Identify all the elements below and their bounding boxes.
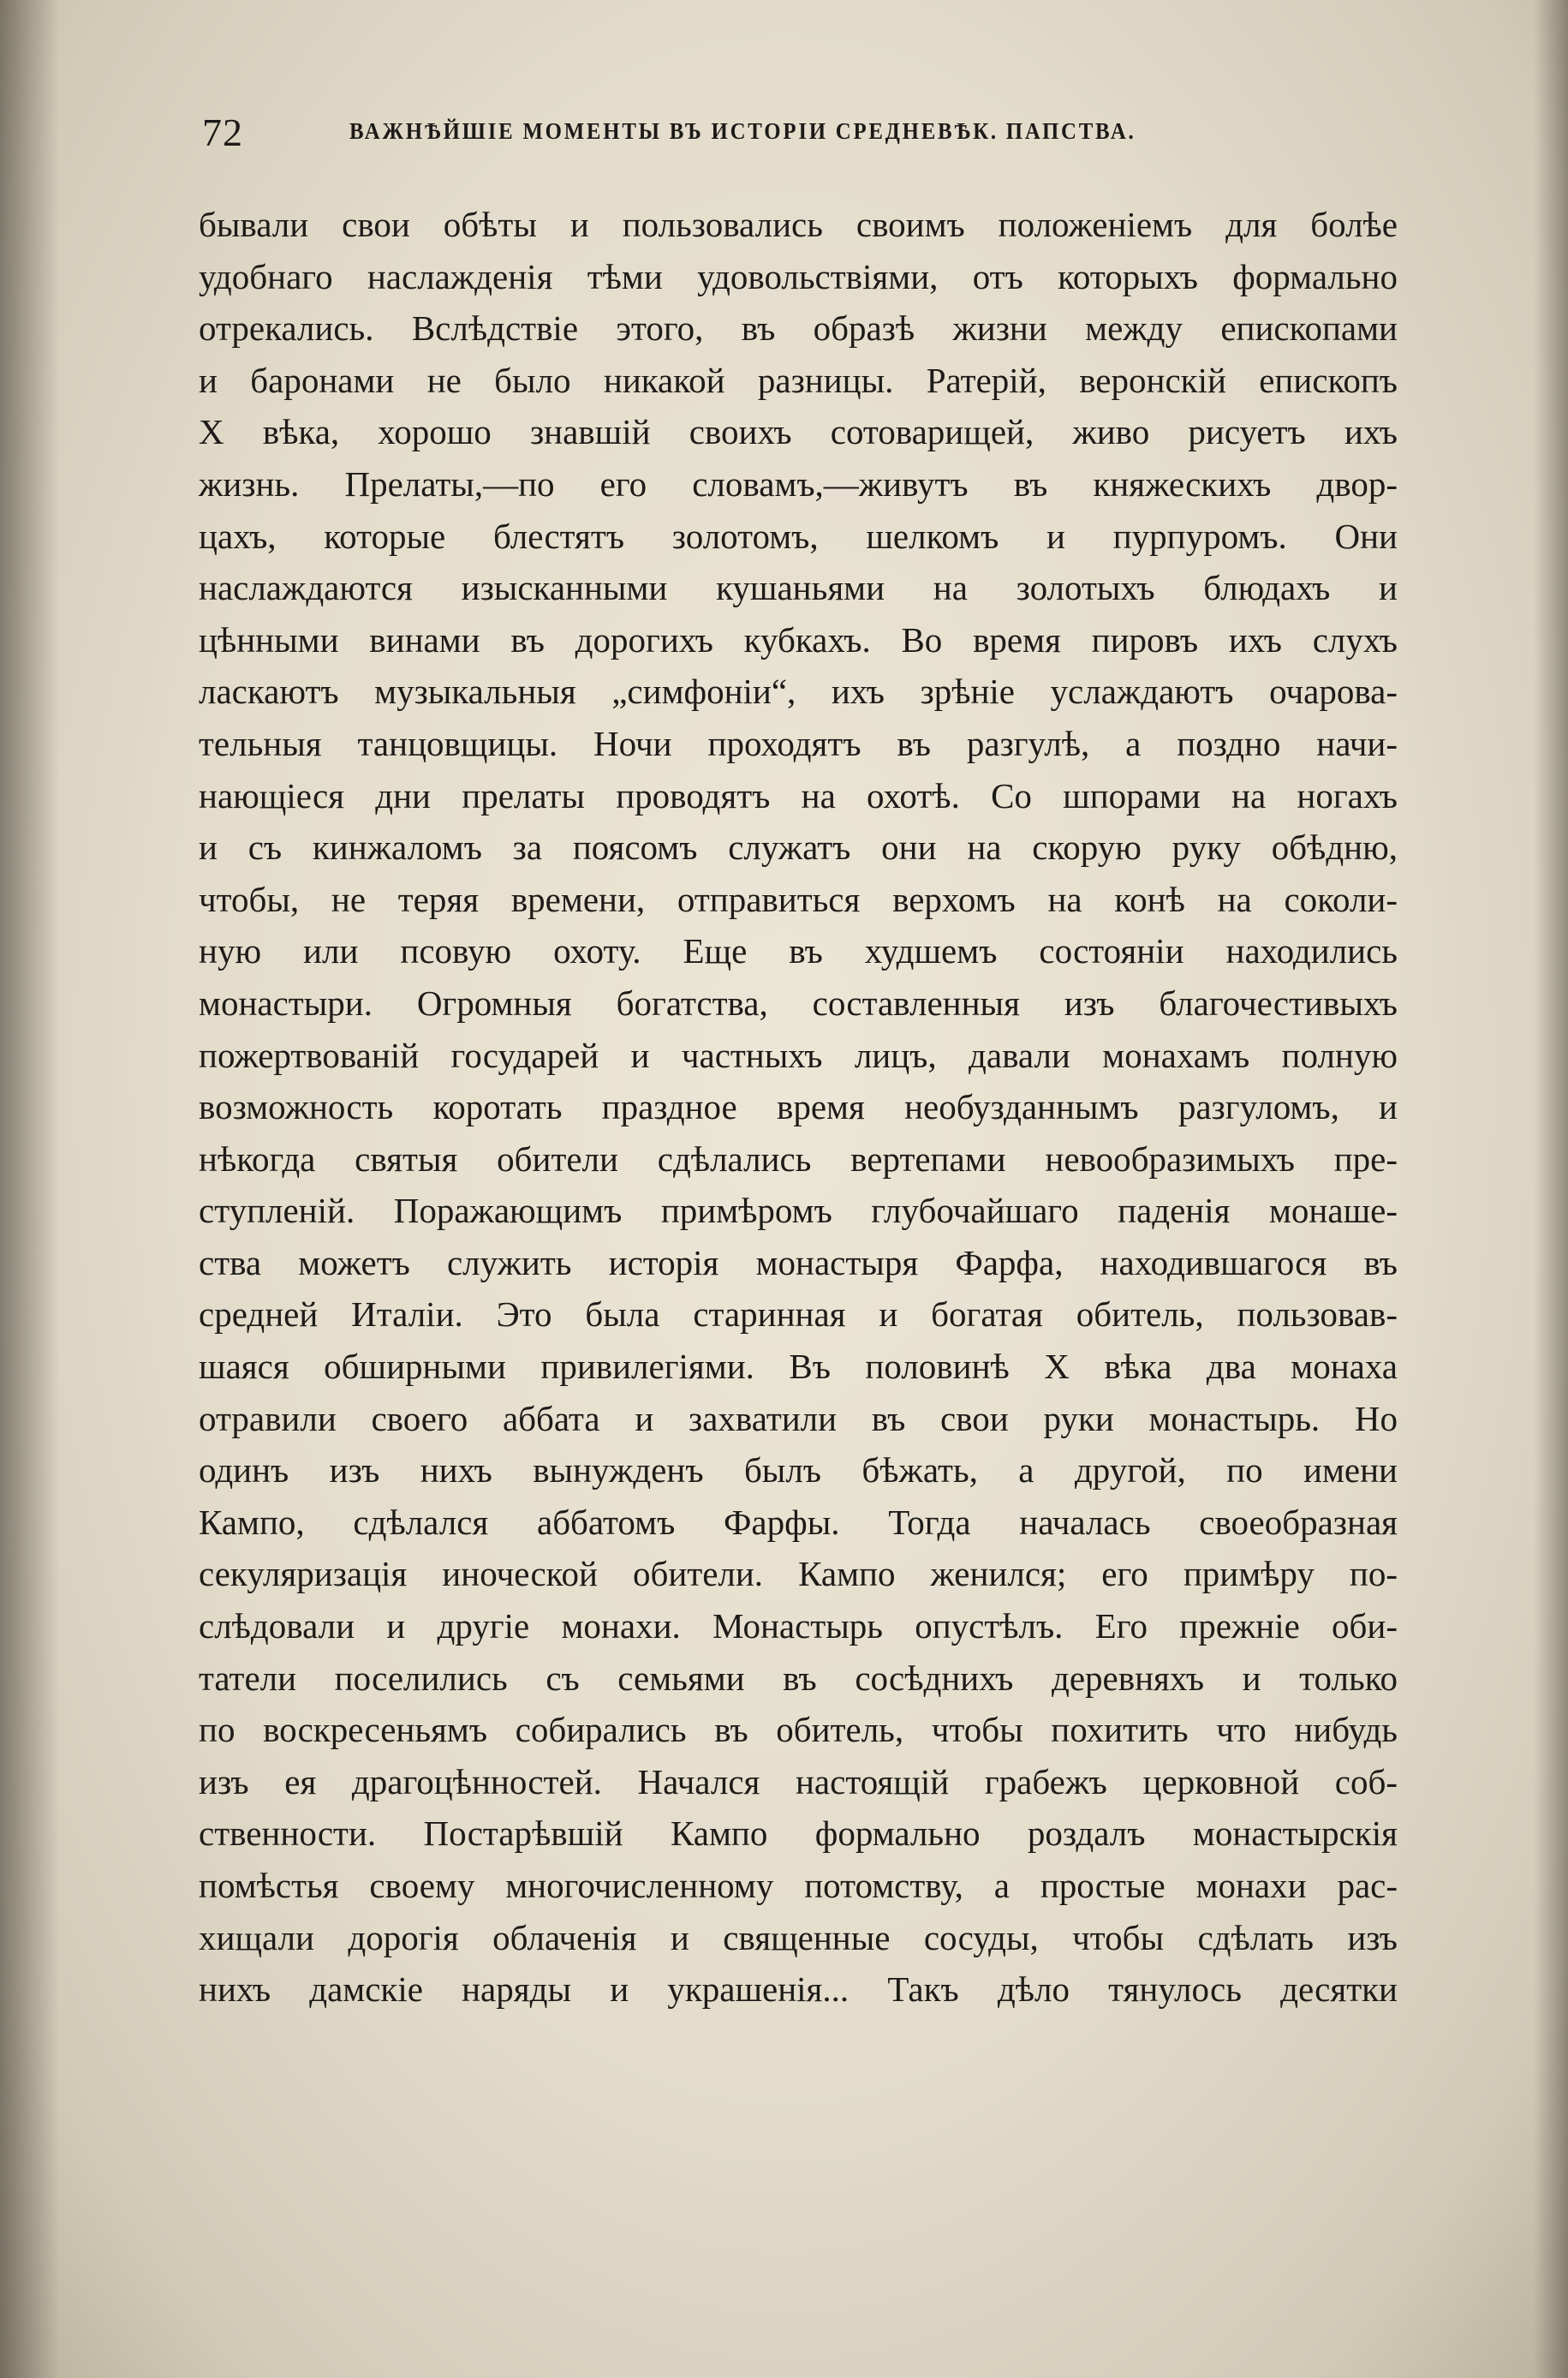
text-line: ственности. Постарѣвшій Кампо формально роздалъ монастырскія — [199, 1813, 1398, 1854]
text-line: средней Италіи. Это была старинная и богатая обитель, пользовав- — [199, 1294, 1398, 1335]
page-header — [202, 110, 1384, 170]
text-line: пожертвованій государей и частныхъ лицъ, давали монахамъ полную — [199, 1035, 1398, 1075]
text-line: возможность коротать праздное время необузданнымъ разгуломъ, и — [199, 1087, 1398, 1127]
text-line: удобнаго наслажденія тѣми удовольствіями, отъ которыхъ формально — [199, 256, 1398, 296]
text-line: шаяся обширными привилегіями. Въ половинѣ X вѣка два монаха — [199, 1347, 1398, 1387]
text-line: одинъ изъ нихъ вынужденъ былъ бѣжать, а другой, по имени — [199, 1450, 1398, 1491]
text-line: цѣнными винами въ дорогихъ кубкахъ. Во время пировъ ихъ слухъ — [199, 619, 1398, 660]
text-line: Кампо, сдѣлался аббатомъ Фарфы. Тогда началась своеобразная — [199, 1502, 1398, 1542]
page-edge-shadow-left — [0, 0, 60, 2378]
text-line: отравили своего аббата и захватили въ свои руки монастырь. Но — [199, 1398, 1398, 1438]
text-line: наслаждаются изысканными кушаньями на золотыхъ блюдахъ и — [199, 568, 1398, 608]
text-line: ступленій. Поражающимъ примѣромъ глубочайшаго паденія монаше- — [199, 1191, 1398, 1231]
text-line: ства можетъ служить исторія монастыря Фарфа, находившагося въ — [199, 1242, 1398, 1282]
body-text — [199, 199, 1398, 2016]
text-line: и баронами не было никакой разницы. Ратерій, веронскій епископъ — [199, 360, 1398, 400]
text-line: нихъ дамскіе наряды и украшенія... Такъ дѣло тянулось десятки — [199, 1969, 1398, 2010]
text-line: ласкаютъ музыкальныя „симфоніи“, ихъ зрѣніе услаждаютъ очарова- — [199, 672, 1398, 712]
text-line: ную или псовую охоту. Еще въ худшемъ состояніи находились — [199, 931, 1398, 971]
running-title: ВАЖНѢЙШІЕ МОМЕНТЫ ВЪ ИСТОРІИ СРЕДНЕВѢК. ПАПСТВА. — [349, 118, 1136, 144]
text-line: жизнь. Прелаты,—по его словамъ,—живутъ въ княжескихъ двор- — [199, 463, 1398, 504]
page-number: 72 — [202, 111, 243, 154]
text-line: слѣдовали и другіе монахи. Монастырь опустѣлъ. Его прежніе оби- — [199, 1606, 1398, 1646]
text-line: татели поселились съ семьями въ сосѣднихъ деревняхъ и только — [199, 1658, 1398, 1698]
text-line: отрекались. Вслѣдствіе этого, въ образѣ жизни между епископами — [199, 308, 1398, 349]
text-line: монастыри. Огромныя богатства, составленныя изъ благочестивыхъ — [199, 983, 1398, 1023]
text-line: бывали свои обѣты и пользовались своимъ положеніемъ для болѣе — [199, 205, 1398, 244]
page-edge-shadow-right — [1534, 0, 1568, 2378]
text-line: чтобы, не теряя времени, отправиться верхомъ на конѣ на соколи- — [199, 879, 1398, 919]
text-line: и съ кинжаломъ за поясомъ служатъ они на скорую руку обѣдню, — [199, 828, 1398, 868]
text-line: нающіеся дни прелаты проводятъ на охотѣ. Со шпорами на ногахъ — [199, 775, 1398, 816]
text-line: хищали дорогія облаченія и священные сосуды, чтобы сдѣлать изъ — [199, 1917, 1398, 1957]
text-line: секуляризація иноческой обители. Кампо женился; его примѣру по- — [199, 1554, 1398, 1594]
text-line: тельныя танцовщицы. Ночи проходятъ въ разгулѣ, а поздно начи- — [199, 723, 1398, 763]
text-line: нѣкогда святыя обители сдѣлались вертепами невообразимыхъ пре- — [199, 1138, 1398, 1179]
text-line: X вѣка, хорошо знавшій своихъ сотоварищей, живо рисуетъ ихъ — [199, 412, 1398, 452]
text-line: цахъ, которые блестятъ золотомъ, шелкомъ и пурпуромъ. Они — [199, 516, 1398, 556]
text-line: помѣстья своему многочисленному потомству, а простые монахи рас- — [199, 1866, 1398, 1905]
text-line: по воскресеньямъ собирались въ обитель, чтобы похитить что нибудь — [199, 1710, 1398, 1750]
text-line: изъ ея драгоцѣнностей. Начался настоящій грабежъ церковной соб- — [199, 1761, 1398, 1801]
